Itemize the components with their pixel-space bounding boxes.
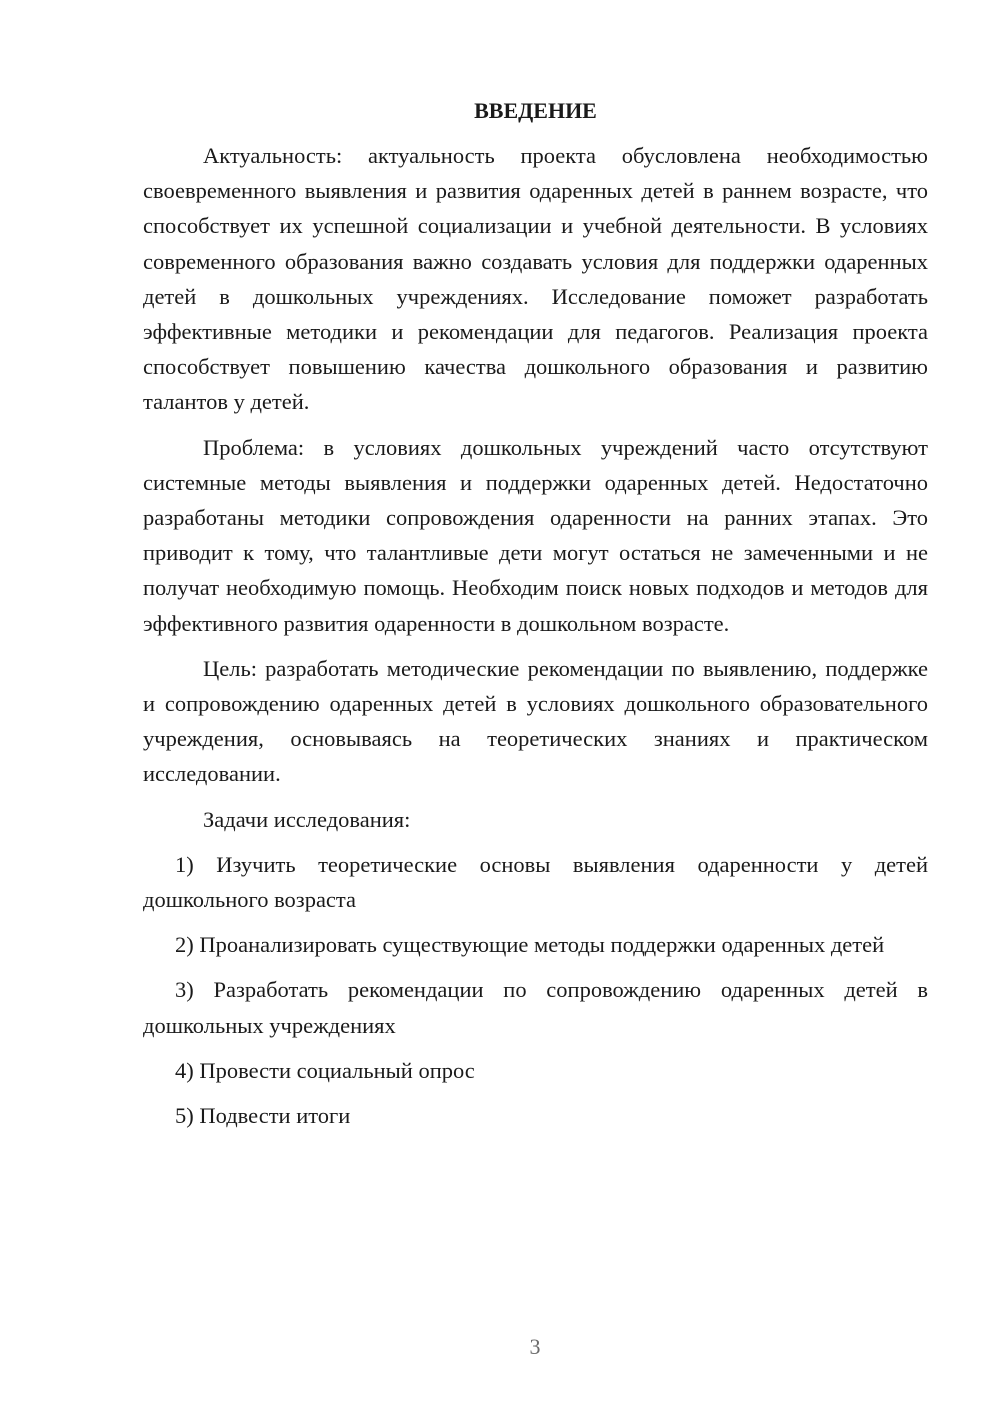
task-item-5: 5) Подвести итоги xyxy=(175,1103,351,1129)
tasks-heading: Задачи исследования: xyxy=(203,806,411,832)
task-item-3: 3) Разработать рекомендации по сопровождению одаренных детей в дошкольных учреждениях xyxy=(143,977,928,1038)
paragraph-relevance: Актуальность: актуальность проекта обусловлена необходимостью своевременного выявления и развития одаренных детей в раннем возрасте, что способствует их успешной социализации и учебной деятельности. В условиях современного образования важно создавать условия для поддержки одаренных детей в дошкольных учреждениях. Исследование поможет разработать эффективные методики и рекомендации для педагогов. Реализация проекта способствует повышению качества дошкольного образования и развитию талантов у детей. xyxy=(143,143,928,415)
task-item-4: 4) Провести социальный опрос xyxy=(175,1057,475,1083)
paragraph-problem: Проблема: в условиях дошкольных учреждений часто отсутствуют системные методы выявления и поддержки одаренных детей. Недостаточно разработаны методики сопровождения одаренности на ранних этапах. Это приводит к тому, что талантливые дети могут остаться не замеченными и не получат необходимую помощь. Необходим поиск новых подходов и методов для эффективного развития одаренности в дошкольном возрасте. xyxy=(143,434,928,636)
task-item-1: 1) Изучить теоретические основы выявления одаренности у детей дошкольного возраста xyxy=(143,851,928,913)
page-content xyxy=(143,96,928,1143)
task-item-2: 2) Проанализировать существующие методы поддержки одаренных детей xyxy=(175,932,885,958)
section-title: ВВЕДЕНИЕ xyxy=(474,98,597,123)
page-number: 3 xyxy=(529,1334,541,1359)
paragraph-goal: Цель: разработать методические рекомендации по выявлению, поддержке и сопровождению одаренных детей в условиях дошкольного образовательного учреждения, основываясь на теоретических знаниях и практическом исследовании. xyxy=(143,655,928,787)
